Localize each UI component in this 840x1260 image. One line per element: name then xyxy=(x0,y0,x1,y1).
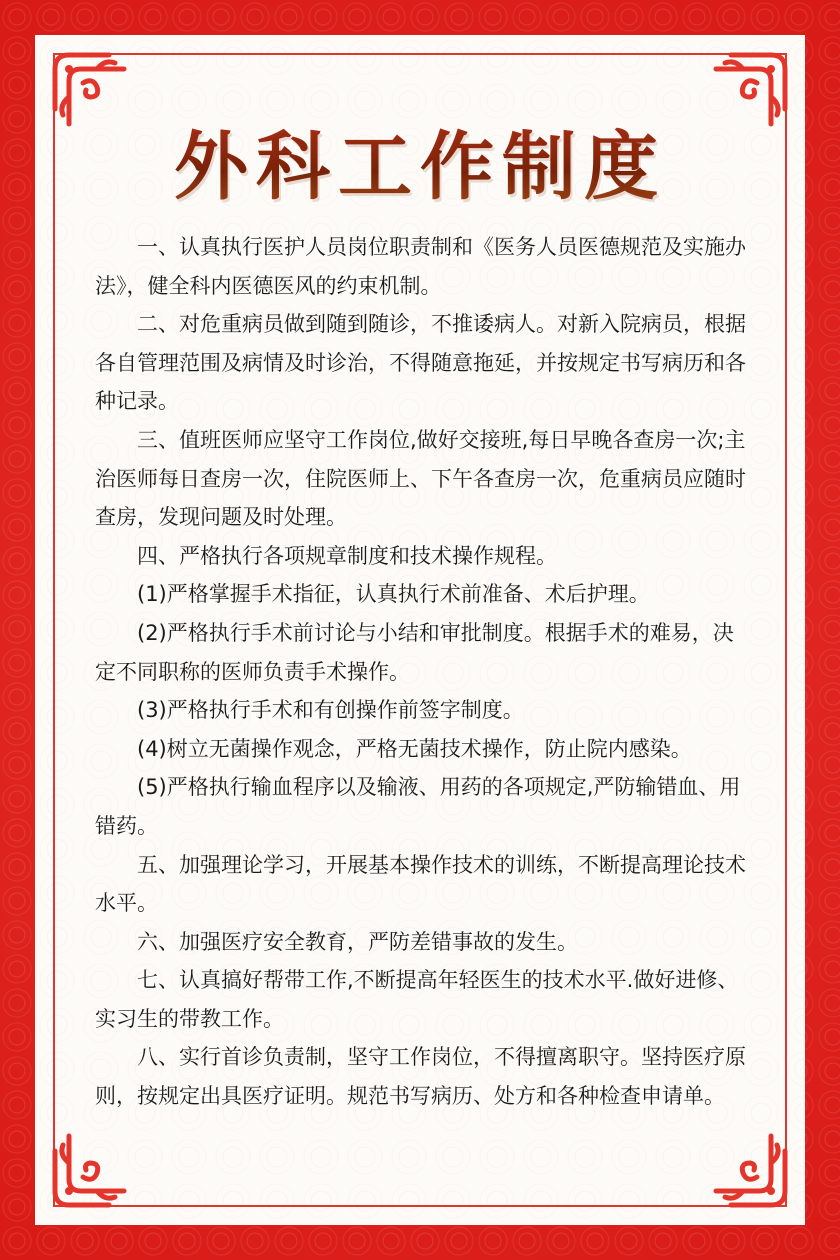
paragraph-4: 四、严格执行各项规章制度和技术操作规程。 xyxy=(137,543,557,568)
paragraph-1: 一、认真执行医护人员岗位职责制和《医务人员医德规范及实施办法》，健全科内医德医风的约束机制。 xyxy=(95,235,746,298)
page-title: 外科工作制度 xyxy=(0,108,840,214)
regulation-body xyxy=(95,228,750,1116)
paragraph-8: 八、实行首诊负责制，坚守工作岗位，不得擅离职守。坚持医疗原则，按规定出具医疗证明。规范书写病历、处方和各种检查申请单。 xyxy=(95,1045,746,1109)
corner-ornament-icon xyxy=(696,1116,791,1211)
corner-ornament-icon xyxy=(49,1116,144,1211)
paragraph-2: 二、对危重病员做到随到随诊，不推诿病人。对新入院病员，根据各自管理范围及病情及时诊治，不得随意拖延，并按规定书写病历和各种记录。 xyxy=(95,312,746,414)
paragraph-7: 七、认真搞好帮带工作,不断提高年轻医生的技术水平.做好进修、实习生的带教工作。 xyxy=(95,968,739,1031)
paragraph-4-2: (2)严格执行手术前讨论与小结和审批制度。根据手术的难易，决定不同职称的医师负责手术操作。 xyxy=(95,620,734,684)
paragraph-4-3: (3)严格执行手术和有创操作前签字制度。 xyxy=(137,698,524,723)
paragraph-6: 六、加强医疗安全教育，严防差错事故的发生。 xyxy=(137,929,578,954)
paragraph-4-4: (4)树立无菌操作观念，严格无菌技术操作，防止院内感染。 xyxy=(137,736,692,761)
paragraph-5: 五、加强理论学习，开展基本操作技术的训练，不断提高理论技术水平。 xyxy=(95,852,746,916)
paragraph-4-1: (1)严格掌握手术指征，认真执行术前准备、术后护理。 xyxy=(137,582,650,607)
paragraph-4-5: (5)严格执行输血程序以及输液、用药的各项规定,严防输错血、用错药。 xyxy=(95,775,741,838)
paragraph-3: 三、值班医师应坚守工作岗位,做好交接班,每日早晚各查房一次;主治医师每日查房一次，住院医师上、下午各查房一次，危重病员应随时查房，发现问题及时处理。 xyxy=(95,427,746,530)
